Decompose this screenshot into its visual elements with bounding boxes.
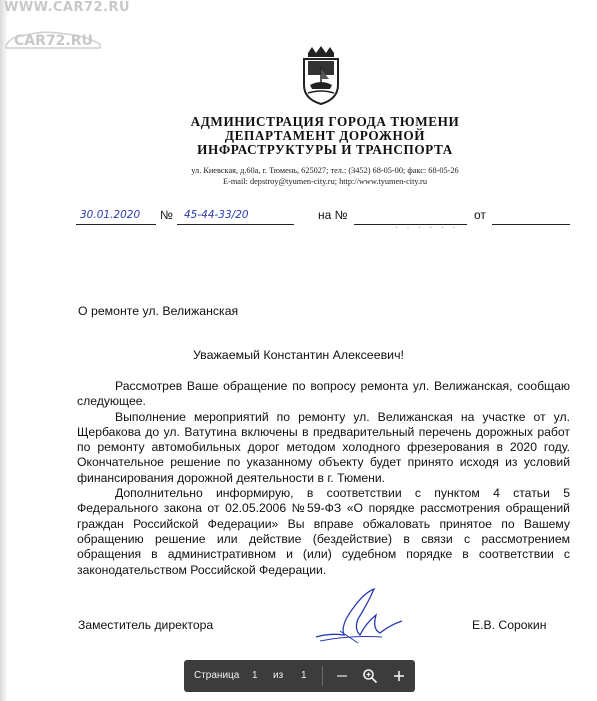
total-pages: 1 [301, 670, 307, 681]
pdf-viewer-toolbar [184, 660, 415, 692]
address-line: ул. Киевская, д.60а, г. Тюмень, 625027; тел.: (3452) 68-05-00; факс: 68-05-26 [191, 166, 459, 175]
paragraph: Выполнение мероприятий по ремонту ул. Велижанская на участке от ул. Щербакова до ул. Ватутина включены в предварительный перечень дорожных работ по ремонту автомобильных дорог методом холодного фрезерования в 2020 году. Окончательное решение по указанному объекту будет принято исходя из условий финансирования дорожной деятельности в г. Тюмени. [77, 409, 570, 485]
from-label: от [474, 208, 486, 222]
department-title-line3: ИНФРАСТРУКТУРЫ И ТРАНСПОРТА [197, 142, 453, 157]
registration-date: 30.01.2020 [80, 209, 141, 221]
zoom-in-button[interactable] [387, 664, 411, 688]
reply-to-label: на № [318, 208, 348, 222]
date-underline [76, 224, 156, 225]
faint-stamp: · · · · · · [395, 222, 459, 232]
letter-greeting: Уважаемый Константин Алексеевич! [193, 348, 404, 362]
zoom-in-icon [392, 669, 406, 683]
city-emblem-icon [300, 45, 342, 105]
paragraph: Рассмотрев Ваше обращение по вопросу ремонта ул. Велижанская, сообщаю следующее. [77, 379, 570, 409]
page-label: Страница [194, 670, 240, 681]
signer-position: Заместитель директора [78, 618, 214, 632]
number-sign: № [160, 208, 173, 222]
watermark-url: WWW.CAR72.RU [4, 0, 131, 15]
handwritten-signature [310, 585, 410, 647]
registration-number: 45-44-33/20 [184, 209, 249, 221]
current-page-input[interactable]: 1 [252, 670, 258, 681]
zoom-out-button[interactable] [330, 664, 354, 688]
toolbar-divider [322, 666, 323, 686]
paragraph: Дополнительно информирую, в соответствии с пунктом 4 статьи 5 Федерального закона от 02.05.2006 №59-ФЗ «О порядке рассмотрения обращений граждан Российской Федерации» Вы вправе обжаловать принятое по Вашему обращению решение или действие (бездействие) в связи с рассмотрением обращения в административном и (или) судебном порядке в соответствии с законодательством Российской Федерации. [77, 486, 570, 577]
zoom-button[interactable] [358, 664, 382, 688]
department-title-line1: АДМИНИСТРАЦИЯ ГОРОДА ТЮМЕНИ [190, 114, 460, 129]
number-underline [177, 224, 294, 225]
department-title-line2: ДЕПАРТАМЕНТ ДОРОЖНОЙ [224, 128, 426, 143]
contacts-line: E-mail: depstroy@tyumen-city.ru; http://www.tyumen-city.ru [223, 177, 427, 186]
zoom-icon [362, 668, 378, 684]
signer-name: Е.В. Сорокин [472, 618, 547, 632]
letter-subject: О ремонте ул. Велижанская [78, 304, 239, 318]
watermark-logo: CAR72.RU [14, 33, 93, 49]
of-label: из [273, 670, 284, 681]
letter-body [77, 379, 570, 578]
zoom-out-icon [335, 669, 349, 683]
